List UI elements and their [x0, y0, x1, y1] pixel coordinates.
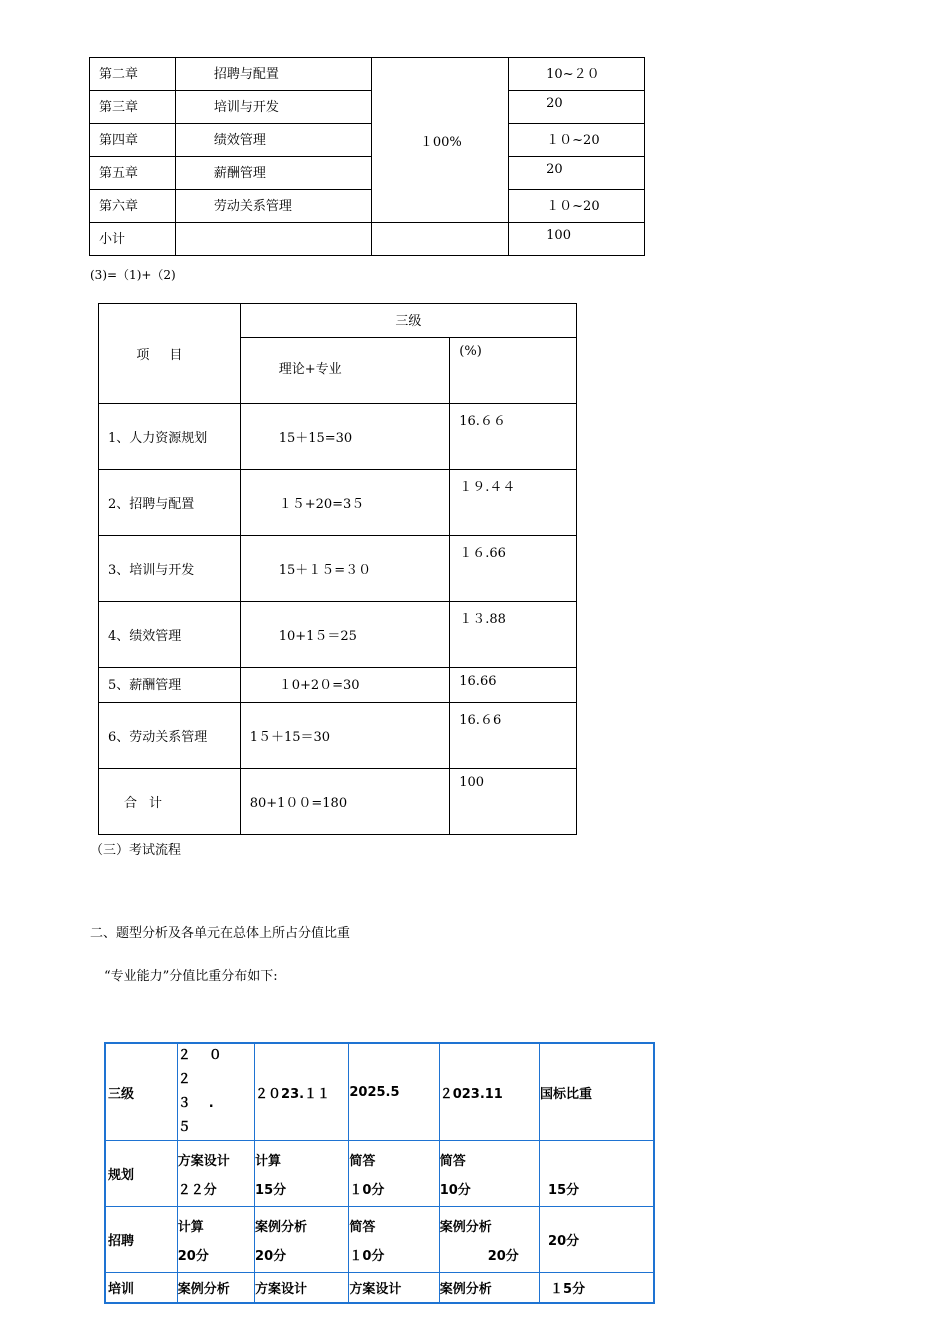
- chapter-title-cell: 培训与开发: [175, 91, 372, 124]
- chapter-cell: 第三章: [90, 91, 176, 124]
- unit-name: 规划: [105, 1141, 177, 1207]
- exam-date-text: ２０２３.５: [177, 1048, 240, 1135]
- question-type: 计算: [255, 1153, 282, 1169]
- question-score: 20分: [255, 1248, 287, 1264]
- question-cell: [439, 1207, 539, 1273]
- table-row: [99, 602, 577, 668]
- table-row: [105, 1273, 654, 1303]
- chapter-cell: 第二章: [90, 58, 176, 91]
- question-type: 方案设计: [349, 1273, 439, 1303]
- merged-percentage-cell: １00%: [372, 58, 509, 223]
- table-row: [99, 536, 577, 602]
- unit-name: 培训: [105, 1273, 177, 1303]
- table-row: [99, 404, 577, 470]
- question-type: 方案设计: [255, 1273, 349, 1303]
- unit-name: 招聘: [105, 1207, 177, 1273]
- empty-cell: [175, 223, 372, 256]
- item-name: 4、绩效管理: [99, 602, 241, 668]
- question-type: 方案设计: [177, 1153, 230, 1169]
- table-row: [105, 1141, 654, 1207]
- section-note: （三）考试流程: [90, 843, 182, 858]
- score-breakdown-table: [98, 303, 577, 835]
- level-header: 三级: [240, 304, 576, 338]
- item-name: 6、劳动关系管理: [99, 703, 241, 769]
- question-type: 案例分析: [255, 1219, 308, 1235]
- subtotal-label: 小计: [90, 223, 176, 256]
- standard-cell: １5分: [540, 1273, 654, 1303]
- chapter-cell: 第四章: [90, 124, 176, 157]
- table-row: [99, 668, 577, 703]
- item-percent: １９.４４: [450, 470, 577, 536]
- chapter-cell: 第五章: [90, 157, 176, 190]
- question-cell: [177, 1141, 254, 1207]
- header-row: [105, 1043, 654, 1141]
- level-header: 三级: [105, 1043, 177, 1141]
- question-type: 计算: [177, 1219, 204, 1235]
- weight-cell: 20: [509, 157, 645, 190]
- total-value: 80+1００=180: [240, 769, 450, 835]
- exam-date-header: 2025.5: [349, 1043, 439, 1141]
- weight-cell: 10~２０: [509, 58, 645, 91]
- question-score: 20分: [487, 1248, 519, 1264]
- question-cell: [177, 1207, 254, 1273]
- question-type: 简答: [439, 1153, 466, 1169]
- question-cell: [349, 1141, 439, 1207]
- table-row: [105, 1207, 654, 1273]
- theory-header: 理论+专业: [240, 338, 450, 404]
- standard-score: 15分: [548, 1182, 580, 1198]
- table-row: [99, 470, 577, 536]
- chapter-title-cell: 劳动关系管理: [175, 190, 372, 223]
- question-score: 15分: [255, 1182, 287, 1198]
- question-cell: [255, 1207, 349, 1273]
- total-percent: 100: [450, 769, 577, 835]
- weight-cell: １０~20: [509, 124, 645, 157]
- total-row: [99, 769, 577, 835]
- item-name: 5、薪酬管理: [99, 668, 241, 703]
- formula-note: (3)=（1)+（2): [90, 268, 176, 282]
- item-header: 项目: [99, 304, 241, 404]
- question-score: ２２分: [177, 1182, 217, 1198]
- subtotal-row: [90, 223, 645, 256]
- total-label: 合计: [99, 769, 241, 835]
- exam-date-header: ２０23.１１: [255, 1043, 349, 1141]
- question-score: １0分: [349, 1248, 385, 1264]
- table-row: [90, 190, 645, 223]
- question-score: 20分: [177, 1248, 209, 1264]
- chapter-title-cell: 绩效管理: [175, 124, 372, 157]
- section-heading: 二、题型分析及各单元在总体上所占分值比重: [90, 926, 351, 941]
- question-cell: [255, 1141, 349, 1207]
- item-percent: １３.88: [450, 602, 577, 668]
- question-type: 案例分析: [439, 1273, 539, 1303]
- item-value: 10+1５＝25: [240, 602, 450, 668]
- question-type: 案例分析: [177, 1273, 254, 1303]
- item-percent: 16.６６: [450, 404, 577, 470]
- item-percent: 16.６6: [450, 703, 577, 769]
- exam-date-header: ２023.11: [439, 1043, 539, 1141]
- question-cell: [439, 1141, 539, 1207]
- question-type: 简答: [349, 1153, 376, 1169]
- item-percent: 16.66: [450, 668, 577, 703]
- table-row: [90, 91, 645, 124]
- item-name: 3、培训与开发: [99, 536, 241, 602]
- chapter-title-cell: 薪酬管理: [175, 157, 372, 190]
- question-score: 10分: [439, 1182, 471, 1198]
- standard-cell: 20分: [540, 1207, 654, 1273]
- exam-type-table: [104, 1042, 655, 1304]
- intro-text: “专业能力”分值比重分布如下:: [104, 969, 278, 984]
- table-row: [99, 703, 577, 769]
- chapter-weight-table: [89, 57, 645, 256]
- question-type: 案例分析: [439, 1219, 492, 1235]
- header-row: [99, 304, 577, 338]
- item-percent: １６.66: [450, 536, 577, 602]
- item-name: 1、人力资源规划: [99, 404, 241, 470]
- weight-cell: 20: [509, 91, 645, 124]
- item-value: 1５＋15＝30: [240, 703, 450, 769]
- item-value: １0+2０=30: [240, 668, 450, 703]
- empty-cell: [372, 223, 509, 256]
- exam-date-header: [177, 1043, 254, 1141]
- table-row: [90, 157, 645, 190]
- standard-cell: [540, 1141, 654, 1207]
- percent-header: (%): [450, 338, 577, 404]
- chapter-cell: 第六章: [90, 190, 176, 223]
- table-row: [90, 58, 645, 91]
- item-value: １５+20=3５: [240, 470, 450, 536]
- item-value: 15＋15=30: [240, 404, 450, 470]
- weight-cell: １０~20: [509, 190, 645, 223]
- question-cell: [349, 1207, 439, 1273]
- item-value: 15＋１５=３０: [240, 536, 450, 602]
- question-type: 简答: [349, 1219, 376, 1235]
- subtotal-weight: 100: [509, 223, 645, 256]
- chapter-title-cell: 招聘与配置: [175, 58, 372, 91]
- standard-header: 国标比重: [540, 1043, 654, 1141]
- table-row: [90, 124, 645, 157]
- question-score: １0分: [349, 1182, 385, 1198]
- item-name: 2、招聘与配置: [99, 470, 241, 536]
